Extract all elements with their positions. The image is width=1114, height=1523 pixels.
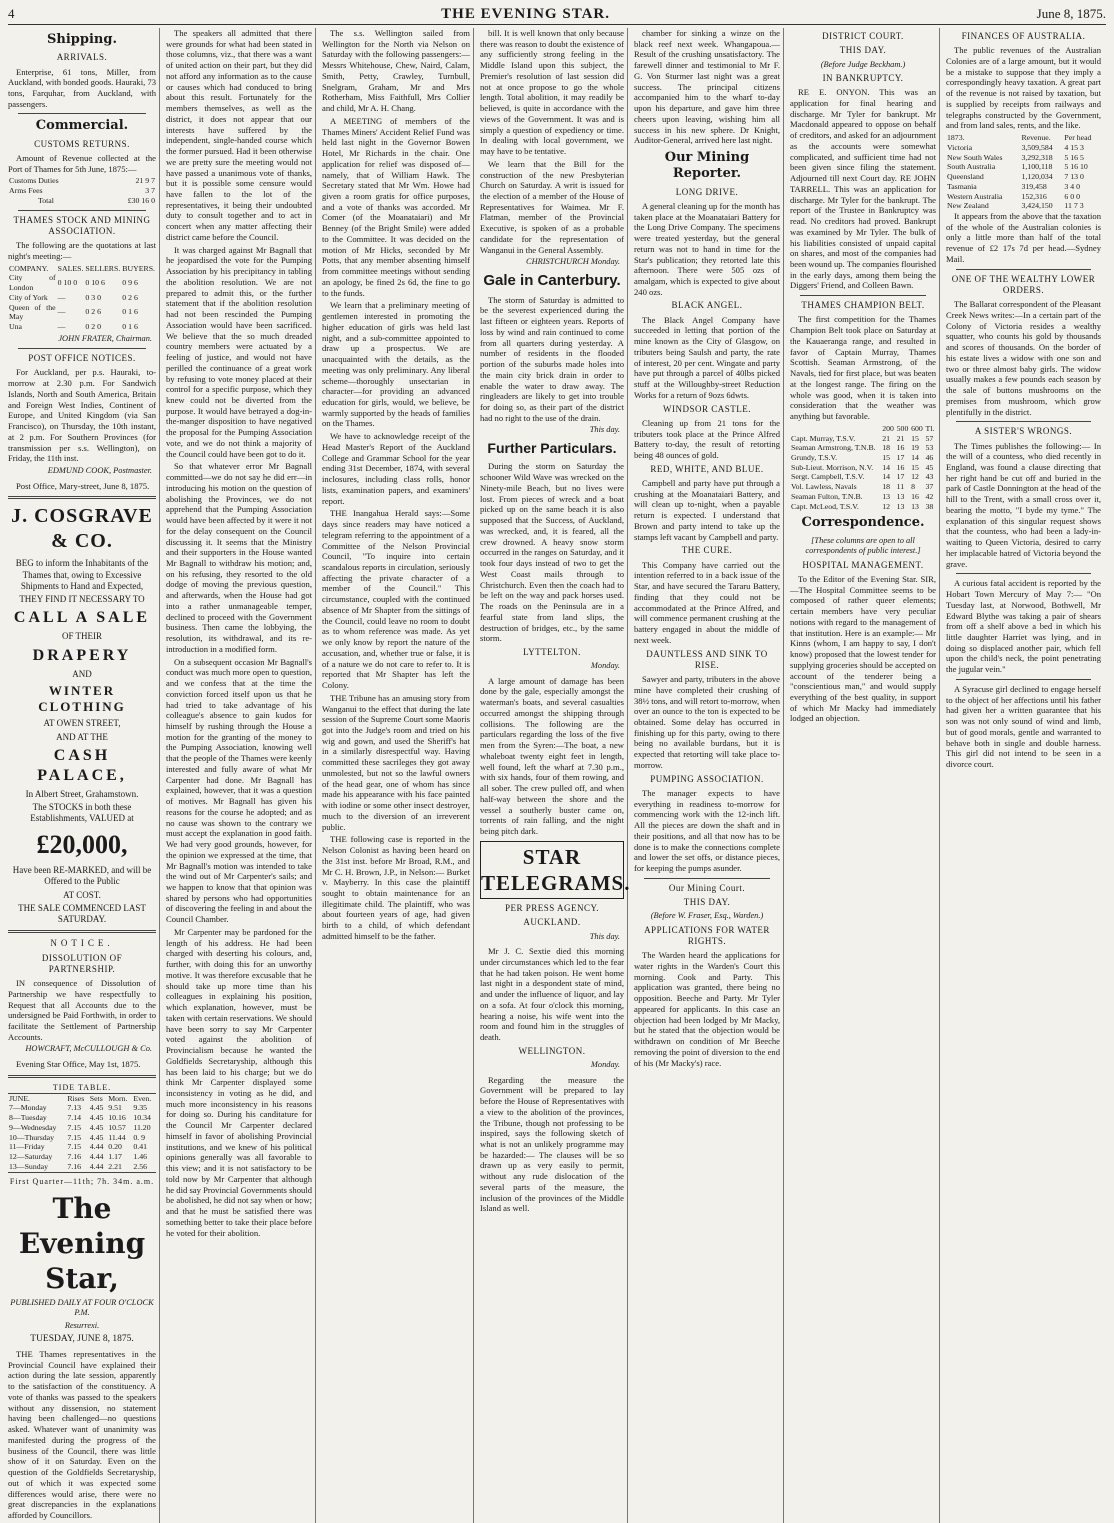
column-1	[8, 28, 160, 1523]
news-paragraph: We learn that a preliminary meeting of gentlemen interested in promoting the higher education of girls was held last night, and a sub-committee appointed to draw up a prospectus. We are unacquainted with the details, as the meeting was only preliminary. Any liberal scheme—thoroughly unsectarian in character—for providing an advanced education for girls, would, we believe, be warmly supported by the heads of families on the Thames.	[322, 300, 470, 429]
issue-date: June 8, 1875.	[1036, 6, 1106, 21]
post-office-signature: EDMUND COOK, Postmaster.	[47, 466, 152, 476]
table-header: 1873. Revenue. Per head	[947, 133, 1092, 143]
table-row: New South Wales 3,292,318 5 16 5	[947, 152, 1084, 162]
masthead	[8, 4, 1106, 25]
page-number: 4	[8, 6, 15, 21]
commercial-heading: Commercial.	[35, 118, 129, 134]
table-row: Sub-Lieut. Morrison, N.V. 14 16 15 45	[791, 462, 934, 472]
paper-date: TUESDAY, JUNE 8, 1875.	[30, 1334, 134, 1345]
finances-table	[946, 133, 1101, 211]
post-office-footer: Post Office, Mary-street, June 8, 1875.	[16, 480, 150, 491]
curious-text: A curious fatal accident is reported by the Hobart Town Mercury of May 7:— "On Tuesday last, at Norwood, Bothwell, Mr Edward Blythe was taking a pair of shears from off a shelf above a bed in which his little daughter Harriet was lying, and in doing so displaced another pair, which fell upon the child's neck, the point penetrating the jugular vein."	[946, 578, 1101, 675]
table-header: JUNE. Rises Sets Morn. Even.	[9, 1093, 152, 1103]
editorial-paragraph: So that whatever error Mr Bagnall committed—we do not say he did err—in introducing his motion on the question of abolishing the Provinces, we do not apprehend that the Pumping Association would have been affected by it were it not for the delay consequent on the Council discussing it. It seems that the Ministry and their supporters in the House wanted Mr Bagnall to withdraw his motion; and, on his refusing, they resorted to the old dodge of moving the previous question, and afterwards, when the House had got into a rather unmanageable temper, declined to proceed with the Government business. Then came the lobbying, the resolution, its withdrawal, and its re-introduction in a modified form.	[166, 461, 312, 654]
sisters-heading: A SISTER'S WRONGS.	[974, 426, 1073, 437]
cure-text: This Company have carried out the intention referred to in a back issue of the Star, and have secured the Tararu Battery, finding that they could not be accommodated at the Prince Alfred, and will commence permanent crushing at the battery engaged in about the middle of next week.	[634, 559, 780, 645]
notice-heading: NOTICE.	[50, 938, 114, 949]
table-row: Sergt. Campbell, T.S.V. 14 17 12 43	[791, 472, 934, 482]
customs-heading: CUSTOMS RETURNS.	[34, 138, 130, 149]
cure-heading: THE CURE.	[681, 545, 733, 556]
champion-belt-text: The first competition for the Thames Champion Belt took place on Saturday at the Kauaeranga range, and resulted in favor of Captain Murray, Thames Scottish. Seaman Armstrong, of the Navals, tied for first place, but was beaten at the longest range. The firing on the whole was good, when it is taken into consideration that the weather was anything but favorable.	[790, 314, 936, 422]
tide-heading: TIDE TABLE.	[52, 1082, 112, 1092]
table-row: City of London 0 10 0 0 10 6 0 9 6	[9, 273, 138, 293]
news-paragraph: We learn that the Bill for the construction of the new Presbyterian Church on Saturday. A writ is issued for the election of a member of the House of Representatives for Waimea. Mr F. Flatman, member of the Provincial Executive, is spoken of as a probable candidate for the representation of Wanganui in the General Assembly.	[480, 158, 624, 255]
correspondence-note: [These columns are open to all correspondents of public interest.]	[805, 535, 921, 556]
sisters-text: The Times publishes the following:— In the will of a countess, who died recently in England, was found a clause directing that her right hand be cut off and buried in the park of Castle Donnington at the head of the hill to the Trent, with a small cross over it, bearing the motto, "I byde my tyme." The explanation of this singular request shows that the countess, who had been a lady-in-waiting to Queen Victoria, desired to carry her implacable hatred of Victoria beyond the grave.	[946, 440, 1101, 569]
table-row: City of York — 0 3 0 0 2 6	[9, 292, 138, 302]
ad-line: Have been RE-MARKED, and will be Offered to the Public	[12, 865, 152, 887]
dateline: CHRISTCHURCH Monday.	[526, 257, 620, 267]
table-row: 11—Friday 7.15 4.44 0.20 0.41	[9, 1142, 147, 1152]
score-table	[790, 424, 936, 512]
table-row: Tasmania 319,458 3 4 0	[947, 181, 1080, 191]
table-row: Grundy, T.S.V. 15 17 14 46	[791, 453, 934, 462]
long-drive-heading: LONG DRIVE.	[675, 186, 739, 197]
cosgrave-advertisement	[8, 504, 156, 925]
news-paragraph: THE Tribune has an amusing story from Wanganui to the effect that during the late session of the Supreme Court some Maoris got into the Judge's room and tried on his wig and gown, and used the Sheriff's hat in a similarly disrespectful way. Having committed these sacrileges they got away unmolested, but not so the lawful owners of the head gear, one of whom has since made his appearance with his face painted with iodine or some other insect destroyer, much to the diversion of an irreverent public.	[322, 692, 470, 832]
ad-line: OF THEIR	[61, 631, 103, 642]
paper-subtitle: PUBLISHED DAILY AT FOUR O'CLOCK P.M.	[10, 1297, 154, 1318]
customs-table	[8, 176, 156, 205]
customs-intro: Amount of Revenue collected at the Port of Thames for 5th June, 1875:—	[8, 152, 156, 174]
arrivals-heading: ARRIVALS.	[56, 52, 108, 63]
ad-line: CALL A SALE	[13, 609, 151, 627]
news-paragraph: A MEETING of members of the Thames Miners' Accident Relief Fund was held last night in the Governor Bowen Hotel, Mr Richards in the chair. One application for relief was disposed of—namely, that of William Hawk. The Secretary stated that Mr Wm. Howe had given a room gratis for office purposes, and a vote of thanks was accorded. Mr Comer (of the Moanataiari) and Mr Benney (of the Bright Smile) were added to the Committee. It was decided on the motion of Mr Hicks, seconded by Mr Potts, that any member absenting himself from committee meetings without sending an apology, be fined 2s 6d, the fine to go to the funds.	[322, 115, 470, 298]
telegrams-subheading: PER PRESS AGENCY.	[504, 903, 600, 914]
wellington-heading: WELLINGTON.	[518, 1045, 586, 1056]
finances-text: The public revenues of the Australian Colonies are of a large amount, but it would be a mistake to suppose that they imply a correspondingly heavy taxation. A great part of the revenue is not raised by taxation, but is supplied by receipts from railways and telegraphs constructed by the Government, and from land sales, rents, and the like.	[946, 45, 1101, 131]
table-row: Customs Duties 21 9 7	[9, 176, 155, 186]
dateline: Monday.	[590, 661, 620, 671]
ad-line: THEY FIND IT NECESSARY TO	[19, 594, 145, 605]
wardens-sub: THIS DAY.	[683, 897, 731, 908]
table-row: New Zealand 3,424,150 11 7 3	[947, 201, 1084, 211]
district-court-sub: IN BANKRUPTCY.	[822, 73, 904, 83]
column-4	[480, 28, 631, 1523]
champion-belt-heading: THAMES CHAMPION BELT.	[801, 300, 925, 311]
wardens-heading: Our Mining Court.	[668, 882, 746, 893]
table-row: Vol. Lawless, Navals 18 11 8 37	[791, 482, 934, 492]
auckland-text: Mr J. C. Sextie died this morning under circumstances which led to the fear that he had taken poison. He went home last night in a despondent state of mind, and under the influence of liquor, and lay on a sofa. At four o'clock this morning, hearing a noise, his wife went into the room and found him in the struggles of death.	[480, 946, 624, 1043]
table-row: 7—Monday 7.13 4.45 9.51 9.35	[9, 1103, 147, 1113]
telegrams-heading: STAR TELEGRAMS.	[480, 841, 624, 900]
mining-reporter-heading: Our Mining Reporter.	[664, 150, 750, 182]
gale-heading: Gale in Canterbury.	[483, 271, 621, 289]
editorial-paragraph: It was charged against Mr Bagnall that he jeopardised the vote for the Pumping Association by his precipitancy in tabling the abolition resolution. We are not prepared to admit this, or the further statement that if the abolition resolution had not been rescinded the Pumping Association would have been sacrificed. We believe that the so much dreaded country members were actuated by a feeling of justice, and would not have perilled the continuance of a great work by refusing to vote money placed at their control for a specific purpose, which they knew could not be diverted from the purpose. It would have betrayed a dog-in-the-manger disposition to have negatived the proposal for the Pumping Association vote, and we do not think a majority of the Council could have been got to do it.	[166, 244, 312, 459]
notice-text: IN consequence of Dissolution of Partnership we have respectfully to Request that all Accounts due to the undersigned be Paid Forthwith, in order to facilitate the Settlement of Partnership Accounts.	[8, 978, 156, 1042]
correspondence-heading: Correspondence.	[801, 515, 925, 531]
wardens-sub: APPLICATIONS FOR WATER RIGHTS.	[644, 924, 770, 947]
district-court-sub: (Before Judge Beckham.)	[820, 59, 906, 69]
ad-line: The STOCKS in both these Establishments, VALUED at	[30, 802, 134, 824]
dateline: This day.	[589, 425, 620, 435]
ad-value: £20,000,	[36, 829, 128, 859]
post-office-heading: POST OFFICE NOTICES.	[28, 353, 136, 364]
dauntless-heading: DAUNTLESS AND SINK TO RISE.	[646, 648, 768, 670]
syracuse-text: A Syracuse girl declined to engage herself to the object of her affections until his father had given her a written guarantee that his son was not only sound of wind and limb, but of good morals, gentle and warranted to behave both in single and double harness. This girl did not intend to be seen in a divorce court.	[946, 683, 1101, 770]
news-paragraph: The s.s. Wellington sailed from Wellington for the North via Nelson on Saturday with the following passengers:— Messrs Whitehouse, Chew, Naird, Calam, Smith, Petty, Crawley, Turnbull, Snelgram, Graham, Mr and Mrs Rotherham, Miss Faithfull, Mrs Collier and child, Mr A. H. Chang.	[322, 28, 470, 114]
table-row: South Australia 1,100,118 5 16 10	[947, 162, 1088, 172]
thames-stock-heading: THAMES STOCK AND MINING ASSOCIATION.	[13, 214, 151, 236]
pumping-heading: PUMPING ASSOCIATION.	[650, 773, 764, 784]
tide-table	[8, 1093, 156, 1173]
table-row: Capt. Murray, T.S.V. 21 21 15 57	[791, 433, 934, 443]
ad-line: In Albert Street, Grahamstown.	[25, 788, 139, 799]
ad-line: WINTER CLOTHING	[38, 682, 126, 715]
table-row: Capt. McLeod, T.S.V. 12 13 13 38	[791, 501, 934, 511]
paper-title: The Evening Star,	[18, 1191, 146, 1295]
editorial-paragraph: The speakers all admitted that there were grounds for what had been stated in those columns, viz., that there was a want of united action on their part, but they did not afford any information as to the cause or causes which had conduced to bring about this result. Fortunately for the members themselves, as well as the district, it does not appear that our interests have suffered by the independent, single-handed course which the former pursued. Had it been otherwise we are pretty sure the meeting would not have passed a unanimous vote of thanks, but it is possible some censure would have fallen to the lot of the representatives, it being their undoubted duty to consult together and to act in concert when any matter affecting their district came before the Council.	[166, 28, 312, 242]
black-angel-text: The Black Angel Company have succeeded in letting that portion of the mine known as the City of Glasgow, on tributers being Saulsh and party, the rate of interest, 20 per cent. Wingate and party have put through a parcel of 40lbs picked stuff at the Willoughby-street Reduction Works for a return of 9ozs 6dwts.	[634, 314, 780, 400]
newspaper-title: THE EVENING STAR.	[441, 5, 610, 22]
thames-stock-text: The following are the quotations at last night's meeting:—	[8, 240, 156, 261]
table-row: 12—Saturday 7.16 4.44 1.17 1.46	[9, 1152, 147, 1162]
table-row: Seaman Armstrong, T.N.B. 18 16 19 53	[791, 443, 934, 453]
long-drive-text: A general cleaning up for the month has taken place at the Moanataiari Battery for the Long Drive Company. The specimens were treated yesterday, but the general return was not to hand in time for the Star's publication; they retorted late this afternoon. There were 505 ozs of amalgam, which is expected to give about 240 ozs.	[634, 200, 780, 297]
notice-subheading: DISSOLUTION OF PARTNERSHIP.	[41, 952, 123, 974]
auckland-heading: AUCKLAND.	[523, 917, 581, 928]
table-row: Queen of the May — 0 2 6 0 1 6	[9, 302, 138, 322]
table-row: 13—Sunday 7.16 4.44 2.21 2.56	[9, 1161, 147, 1171]
lyttelton-heading: LYTTELTON.	[523, 646, 581, 657]
wardens-text: The Warden heard the applications for water rights in the Warden's Court this morning. Cook and Party. This application was granted, there being no opposition. Beeche and Party. Mr Tyler appeared for applicants. In this case an objection had been lodged by Mr Macky, but he stated that the objection would be withdrawn on condition of Mr Beeche removing the point of diversion to the end of his (Mr Macky's) race.	[634, 950, 780, 1068]
stock-signature: JOHN FRATER, Chairman.	[58, 333, 152, 343]
ad-line: CASH PALACE,	[37, 746, 127, 784]
tide-footer: First Quarter—11th; 7h. 34m. a.m.	[9, 1176, 155, 1186]
finances-after: It appears from the above that the taxation of the whole of the Australian colonies is only a little more than half of the total revenue of £2 17s 7d per head.—Sydney Mail.	[946, 211, 1101, 264]
table-row: Total £30 16 0	[38, 195, 155, 205]
black-angel-heading: BLACK ANGEL.	[671, 300, 743, 311]
column-6	[790, 28, 940, 1523]
stock-table	[8, 264, 156, 332]
table-row: 10—Thursday 7.15 4.45 11.44 0. 9	[9, 1132, 146, 1142]
windsor-text: Cleaning up from 21 tons for the tributers took place at the Prince Alfred Battery to-day, the result of retorting being 48 ounces of gold.	[634, 417, 780, 461]
ad-line: AND	[72, 668, 92, 679]
table-row: Arms Fees 3 7	[9, 186, 155, 196]
ad-line: AND AT THE	[56, 731, 108, 742]
column-7	[946, 28, 1104, 1523]
page-columns	[8, 28, 1106, 1520]
finances-heading: FINANCES OF AUSTRALIA.	[961, 31, 1086, 41]
notice-footer: Evening Star Office, May 1st, 1875.	[16, 1058, 141, 1069]
table-row: Una — 0 2 0 0 1 6	[9, 321, 138, 331]
table-row: Western Australia 152,316 6 0 0	[947, 191, 1080, 201]
ad-line: AT OWEN STREET,	[43, 718, 121, 729]
table-row: Seaman Fulton, T.N.B. 13 13 16 42	[791, 491, 934, 501]
news-paragraph: We have to acknowledge receipt of the Head Master's Report of the Auckland College and Grammar School for the year ending 31st December, 1874, with several inclosures, including class rolls, honor lists, examination papers, and examiners' report.	[322, 431, 470, 506]
district-court-text: RE E. ONYON. This was an application for final hearing and discharge. Mr Tyler for bankrupt. Mr Macdonald appeared to oppose on behalf of creditors, and asked for an adjournment as the accounts were somewhat complicated, and sufficient time had not been given since filing the statement. Adjourned till next Court day. RE JOHN TARRELL. This was an application for discharge. Mr Tyler for the bankrupt. The report of the Trustee in Bankruptcy was read. No creditors had proved. Bankrupt was examined by Mr Tyler. The bulk of his liabilities consisted of unpaid capital on shares, and most of the companies had been wound up. The companies flourished in the early days, among them being the Diggers' Friend, and Colleen Bawn.	[790, 87, 936, 291]
dateline: This day.	[589, 931, 620, 941]
wardens-sub: (Before W. Fraser, Esq., Warden.)	[650, 911, 764, 921]
news-paragraph: THE Inangahua Herald says:—Some days since readers may have noticed a telegram referring to the appointment of a Committee of the Nelson Provincial Council, "To inquire into certain scandalous reports in circulation, seriously affecting the private character of a member of the Council." This circumstance, coupled with the continued absence of Mr Shapter from the sittings of the Council, could leave no room to doubt as to whom reference was made. As yet we only know by report the nature of the accusation, and, whether true or false, it is of a nature we do not care to refer to. It is reported that Mr Shapter has left the Colony.	[322, 508, 470, 691]
windsor-heading: WINDSOR CASTLE.	[663, 403, 751, 414]
table-row: 8—Tuesday 7.14 4.45 10.16 10.34	[9, 1113, 151, 1123]
wealthy-text: The Ballarat correspondent of the Pleasant Creek News writes:—In a certain part of the Colony of Victoria resides a wealthy squatter, who counts his gold by thousands and scores of thousands. On the border of his estate lives a widow with one son and two or three almost baby girls. The widow usually makes a few pounds each season by the sale of buttons mushrooms on the premises from mushroom, which grow plentifully in the district.	[946, 299, 1101, 417]
gale-text: The storm of Saturday is admitted to be the severest experienced during the last fifteen or eighteen years. Reports of loss by wind and rain continued to come from all quarters during yesterday. A number of residents in the flooded portion of the suburbs made holes into the main city brick drain in order to enable the water to draw away. The ringleaders are likely to get into trouble for doing so, as their part of the district had no right to the use of the drain.	[480, 294, 624, 423]
column-2	[166, 28, 316, 1523]
red-white-blue-text: Campbell and party have put through a crushing at the Moanataiari Battery, and will clean up to-night, when a payable return is expected. I understand that Brown and party intend to take up the stamps left vacant by Campbell and party.	[634, 478, 780, 542]
ad-line: BEG to inform the Inhabitants of the Thames that, owing to Excessive Shipments to Hand and Expected,	[15, 558, 149, 591]
table-header: 200 500 600 Tl.	[882, 423, 935, 433]
table-row: Victoria 3,509,584 4 15 3	[947, 142, 1084, 152]
table-row: Queensland 1,120,034 7 13 0	[947, 172, 1084, 182]
wealthy-heading: ONE OF THE WEALTHY LOWER ORDERS.	[951, 273, 1096, 295]
pumping-text: The manager expects to have everything in readiness to-morrow for commencing work with the 12-inch lift. All the pieces are down the shaft and in their positions, and all that now has to be done is to make the connections complete and lower the set offs, or distance pieces, for keeping the pumps asunder.	[634, 787, 780, 874]
dauntless-text: Sawyer and party, tributers in the above mine have completed their crushing of 38½ tons, and will retort to-morrow, when over an ounce to the ton is expected to be obtained. Some delay has occurred in finishing up for this party, owing to there being no available burdans, but it is expected that retorting will take place to-morrow.	[634, 674, 780, 770]
editorial-text: THE Thames representatives in the Provincial Council have explained their action during the late session, apparently to the satisfaction of the constituency. A vote of thanks was passed to the speakers without any dissension, no statement having been challenged—no questions asked. Whatever want of unanimity was manifested during the progress of the business of the Council, there was little show of it on Saturday. Even on the question of the Goldfields Secretaryship, out of which it was expected some differences would arise, there were no great discrepancies in the explanations afforded by Councillors.	[8, 1348, 156, 1520]
arrivals-text: Enterprise, 61 tons, Miller, from Auckland, with bonded goods. Hauraki, 73 tons, Farquhar, from Auckland, with passengers.	[8, 66, 156, 109]
dateline: Monday.	[590, 1060, 620, 1070]
editorial-paragraph: On a subsequent occasion Mr Bagnall's conduct was much more open to question, and we confess that at the time the conviction forced itself upon us that he had tried to take advantage of his colleague's absence to gain kudos for himself by rushing through the House a motion for the granting of the money to the Pumping Association, knowing well that the people of the Thames were keenly interested and fully aware of what Mr Carpenter had done. Mr Bagnall has explained, however, that it was a question of motives. Mr Bagnall has given his reasons for the course he adopted; and as no cause was shown to the contrary we must accept the explanation in good faith. We had very good grounds, however, for the opinion we expressed at the time, that Mr Bagnall's motion was intended to take the wind out of Mr Carpenter's sails; and we happen to know that that opinion was shared by persons who had opportunities of discovering the feeling in and about the Council Chamber.	[166, 656, 312, 925]
notice-signature: HOWCRAFT, McCULLOUGH & Co.	[25, 1044, 152, 1054]
paper-motto: Resurrexi.	[64, 1320, 100, 1330]
hospital-heading: HOSPITAL MANAGEMENT.	[802, 559, 924, 570]
news-paragraph: chamber for sinking a winze on the black reef next week. Whangapoua.—Result of the crushing unsatisfactory. The farewell dinner and testimonial to Mr F. G. Von Sturmer last night was a great success. The principal citizens accompanied him to the wharf to-day upon his departure, and gave him three cheers upon leaving, wishing him all success in his new sphere. Dr Knight, Auditor-General, arrived here last night.	[634, 28, 780, 146]
further-heading: Further Particulars.	[487, 439, 617, 456]
news-paragraph: THE following case is reported in the Nelson Colonist as having been heard on the 31st inst. before Mr Broad, R.M., and Mr C. H. Brown, J.P., in Nelson:— Burket v. Mayberry. In this case the plaintiff sought to obtain maintenance for an illegitimate child. The plaintiff, who was about fourteen years of age, had given birth to a child, of which defendant admitted himself to be the father.	[322, 834, 470, 941]
ad-line: DRAPERY	[32, 646, 132, 664]
column-3	[322, 28, 474, 1523]
district-court-heading: DISTRICT COURT.	[822, 31, 904, 41]
wellington-text: Regarding the measure the Government will be prepared to lay before the House of Representatives with a view to the abolition of the provinces, the Tribune, though not professing to be inspired, says the following sketch of what is not an unlikely programme may be hazarded:— The clauses will be so drawn up as very easily to permit, without any rude dislocation of the several parts of the measure, the inclusion of the provinces of the Middle Island as well.	[480, 1074, 624, 1214]
post-office-text: For Auckland, per p.s. Hauraki, to-morrow at 2.30 p.m. For Sandwich Islands, North and South America, Britain and Foreign West Indies, Continent of Europe, and United Kingdom (via San Francisco), on Thursday, the 10th instant, at 2 p.m. For Southern Provinces (for transmission per s.s. Wellington), on Friday, the 11th inst.	[8, 367, 156, 464]
news-paragraph: bill. It is well known that only because there was reason to doubt the existence of any sufficiently strong feeling in the Middle Island upon this subject, the Premier's resolution of last session did not at once propose to go the whole length. Total abolition, it may readily be believed, is quite in accordance with the views of the Government. It was and is simply a question of expediency or time. In dealing with local government, we may have to be tentative.	[480, 28, 624, 157]
district-court-sub: THIS DAY.	[839, 45, 887, 56]
further-text: During the storm on Saturday the schooner Wild Wave was wrecked on the Ninety-mile Beach, but no lives were lost. From pieces of wreck and a boat picked up on the same beach it is also supposed that the Success, of Auckland, was wrecked, and, it is feared, all the crew drowned. A heavy snow storm occurred in the ranges on Saturday, and it took four days instead of two to get the West Coast mails through to Christchurch. Even then the coach had to be left on the way and pack horses used. The roads on the Peninsula are in a fearful state from land slips, the destruction of bridges, etc., by the same storm.	[480, 461, 624, 644]
shipping-heading: Shipping.	[47, 32, 117, 47]
ad-firm-name: J. COSGRAVE & CO.	[11, 505, 153, 553]
red-white-blue-heading: RED, WHITE, AND BLUE.	[650, 463, 764, 474]
hospital-text: To the Editor of the Evening Star. SIR,—The Hospital Committee seems to be composed of rather queer elements; certain members have very peculiar notions with regard to the management of that institution. Here is an example:— Mr Kinns (whom, I am happy to say, I don't know) proposed that the lowest tender for supplying groceries should be accepted on account of the tenderer being a "conscientious man," and would supply everything of the best quality, in support of which Mr Macky had immediately lodged an objection.	[790, 573, 936, 724]
ad-line: AT COST.	[63, 889, 101, 900]
lyttelton-text: A large amount of damage has been done by the gale, especially amongst the waterman's boats, and several casualties occurred amongst the shipping through collisions. The following are the particulars regarding the loss of the five men from the Syren:—The boat, a new whaleboat twenty eight feet in length, well found, left the wharf at 7.30 p.m., with six hands, four of them rowing, and all sober. The crew pulled off, and when half-way between the shore and the vessel a southerly buster came on, torrents of rain falling, and the night being pitch dark.	[480, 675, 624, 836]
editorial-paragraph: Mr Carpenter may be pardoned for the length of his address. He had been charged with deserting his colours, and, further, with doing this for an unworthy motive. It was therefore excusable that he should take up more time than his colleagues in explaining his position, which explanation, however, must be taken with certain reservations. We should have been sorry to say Mr Carpenter voted against the abolition of Provincialism because he wanted the Goldfields Secretaryship, although this has been laid to his charge; but we do think Mr Carpenter displayed some inconsistency in voting as he did, and much more inconsistency in his reasons for doing so. During his canditature for the Council Mr Carpenter declared himself in favor of abolishing Provincial institutions, and we knew of his political opinions generally was all favorable to this view; and it is not satisfactory to be told now by Mr Carpenter that although he did say Provincial Governments should be abolished, he did not say when or how; and that he must be satisfied there was something better to take their place before he voted for their abolition.	[166, 926, 312, 1238]
column-5	[634, 28, 784, 1523]
table-row: 9—Wednesday 7.15 4.45 10.57 11.20	[9, 1122, 151, 1132]
table-header: COMPANY. SALES. SELLERS. BUYERS.	[9, 263, 155, 273]
ad-line: THE SALE COMMENCED LAST SATURDAY.	[18, 902, 146, 925]
